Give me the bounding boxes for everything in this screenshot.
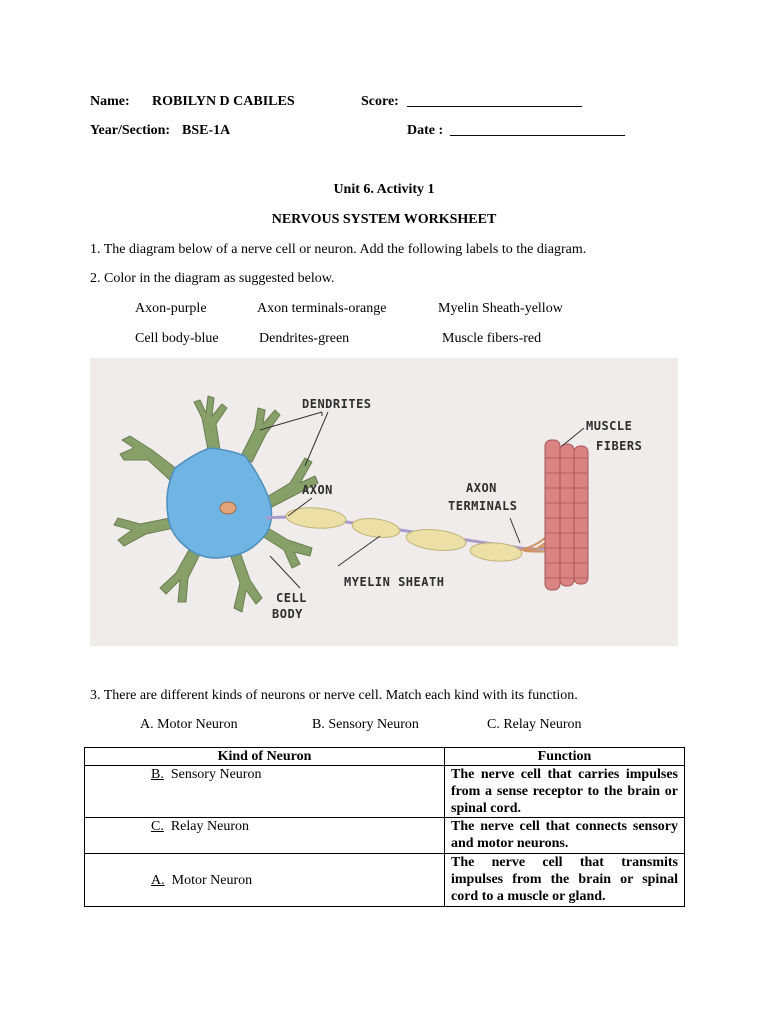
- color-key-muscle: Muscle fibers-red: [442, 331, 542, 346]
- dendrite: [262, 528, 312, 568]
- function-cell: The nerve cell that transmits impulses from the brain or spinal cord to a muscle or gland.: [445, 854, 685, 907]
- label-axon: AXON: [302, 483, 333, 497]
- kind-cell: [85, 766, 445, 818]
- kind-name: Sensory Neuron: [170, 767, 262, 782]
- kind-cell: [85, 854, 445, 907]
- dendrite: [194, 396, 227, 450]
- label-muscle-2: FIBERS: [596, 439, 643, 453]
- color-key-axon: Axon-purple: [135, 301, 207, 316]
- color-key-dendrites: Dendrites-green: [259, 331, 350, 346]
- leader-lines: [260, 412, 584, 588]
- label-axon-terminals-1: AXON: [466, 481, 497, 495]
- dendrite: [240, 408, 280, 462]
- myelin-segment: [285, 506, 346, 530]
- myelin-segment: [405, 527, 467, 553]
- unit-title: Unit 6. Activity 1: [333, 182, 435, 197]
- leader-line: [562, 428, 584, 446]
- header-function: Function: [445, 748, 685, 766]
- table-row: [85, 854, 685, 907]
- label-dendrites: DENDRITES: [302, 397, 372, 411]
- neuron-diagram: [90, 358, 678, 646]
- instruction-1: 1. The diagram below of a nerve cell or neuron. Add the following labels to the diagram.: [90, 242, 587, 257]
- label-cell-body-2: BODY: [272, 607, 303, 621]
- myelin-segment: [351, 516, 401, 541]
- year-section-label: Year/Section:: [90, 123, 171, 138]
- name-value: ROBILYN D CABILES: [152, 94, 295, 109]
- choice-a: A. Motor Neuron: [140, 717, 238, 732]
- answer-letter: A.: [151, 872, 165, 888]
- cell-body-drawing: [167, 448, 272, 558]
- date-label: Date :: [407, 123, 444, 138]
- muscle-fiber: [545, 440, 560, 590]
- score-label: Score:: [361, 94, 399, 109]
- dendrite: [160, 548, 200, 602]
- leader-line: [338, 536, 380, 566]
- header-kind: Kind of Neuron: [85, 748, 445, 766]
- matching-table: [84, 747, 685, 907]
- answer-letter: C.: [151, 819, 164, 834]
- label-myelin-sheath: MYELIN SHEATH: [344, 575, 445, 589]
- nucleus-drawing: [220, 502, 236, 514]
- kind-name: Motor Neuron: [171, 872, 253, 888]
- label-axon-terminals-2: TERMINALS: [448, 499, 518, 513]
- instruction-3: 3. There are different kinds of neurons or nerve cell. Match each kind with its function.: [90, 688, 578, 703]
- function-cell: The nerve cell that connects sensory and motor neurons.: [445, 818, 685, 854]
- date-blank: _________________________: [450, 123, 625, 138]
- table-header-row: [85, 748, 685, 766]
- muscle-fiber: [560, 444, 574, 586]
- myelin-segment: [469, 541, 522, 563]
- name-label: Name:: [90, 94, 130, 109]
- function-cell: The nerve cell that carries impulses from a sense receptor to the brain or spinal cord.: [445, 766, 685, 818]
- table-row: [85, 766, 685, 818]
- myelin-sheath-drawing: [285, 506, 522, 563]
- label-cell-body-1: CELL: [276, 591, 307, 605]
- muscle-fibers-drawing: [545, 440, 588, 590]
- year-section-value: BSE-1A: [182, 123, 231, 138]
- color-key-cell-body: Cell body-blue: [135, 331, 219, 346]
- leader-line: [305, 412, 328, 466]
- leader-line: [510, 518, 520, 543]
- dendrite: [230, 552, 262, 612]
- choice-c: C. Relay Neuron: [487, 717, 582, 732]
- dendrite: [114, 518, 174, 546]
- color-key-axon-terminals: Axon terminals-orange: [257, 301, 387, 316]
- label-muscle-1: MUSCLE: [586, 419, 633, 433]
- kind-name: Relay Neuron: [170, 819, 249, 834]
- neuron-drawing: [90, 358, 678, 646]
- kind-cell: [85, 818, 445, 854]
- instruction-2: 2. Color in the diagram as suggested below.: [90, 271, 335, 286]
- table-row: [85, 818, 685, 854]
- color-key-myelin: Myelin Sheath-yellow: [438, 301, 563, 316]
- choice-b: B. Sensory Neuron: [312, 717, 419, 732]
- worksheet-title: NERVOUS SYSTEM WORKSHEET: [271, 212, 497, 227]
- dendrite: [120, 436, 178, 482]
- answer-letter: B.: [151, 767, 164, 782]
- score-blank: _________________________: [407, 94, 582, 109]
